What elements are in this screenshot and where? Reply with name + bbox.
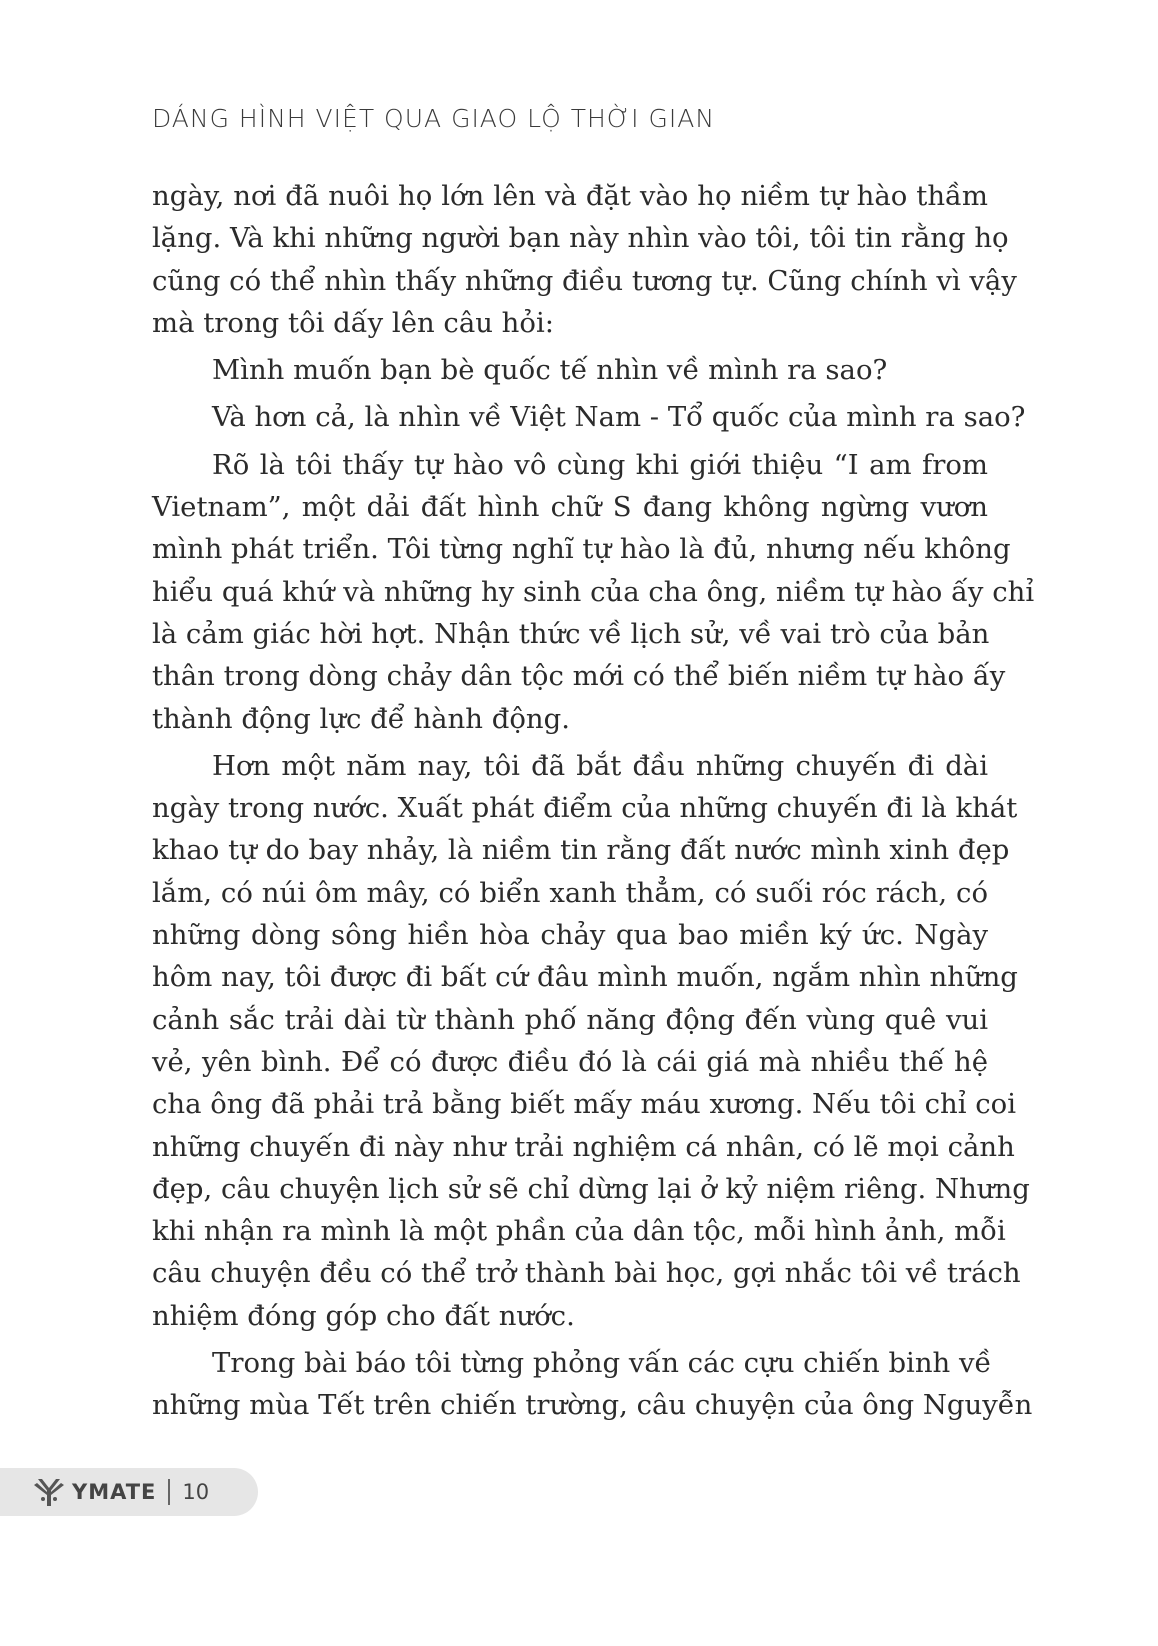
text-line: ngày trong nước. Xuất phát điểm của những chuyến đi là khát	[152, 792, 1018, 825]
body-text	[152, 175, 1035, 1427]
text-line: mình phát triển. Tôi từng nghĩ tự hào là đủ, nhưng nếu không	[152, 533, 1011, 566]
footer-brand: YMATE	[72, 1480, 157, 1504]
paragraph	[152, 349, 988, 391]
text-line: là cảm giác hời hợt. Nhận thức về lịch sử, về vai trò của bản	[152, 617, 990, 650]
text-line: hôm nay, tôi được đi bất cứ đâu mình muốn, ngắm nhìn những	[152, 961, 1018, 994]
text-line: Trong bài báo tôi từng phỏng vấn các cựu chiến binh về	[212, 1347, 992, 1380]
text-line: những mùa Tết trên chiến trường, câu chuyện của ông Nguyễn	[152, 1389, 1033, 1422]
text-line: ngày, nơi đã nuôi họ lớn lên và đặt vào họ niềm tự hào thầm	[152, 180, 988, 212]
page-footer	[0, 1468, 258, 1516]
text-line: khao tự do bay nhảy, là niềm tin rằng đất nước mình xinh đẹp	[152, 834, 1010, 867]
page-number: 10	[182, 1480, 210, 1504]
text-line: thân trong dòng chảy dân tộc mới có thể biến niềm tự hào ấy	[152, 660, 1006, 693]
paragraph	[152, 444, 1035, 740]
paragraph	[152, 745, 1030, 1337]
text-line: những chuyến đi này như trải nghiệm cá nhân, có lẽ mọi cảnh	[152, 1130, 1015, 1163]
text-line: lắm, có núi ôm mây, có biển xanh thẳm, có suối róc rách, có	[152, 876, 988, 909]
text-line: Hơn một năm nay, tôi đã bắt đầu những chuyến đi dài	[212, 749, 988, 782]
ymate-logo-icon	[32, 1475, 66, 1509]
running-header: DÁNG HÌNH VIỆT QUA GIAO LỘ THỜI GIAN	[152, 104, 716, 133]
text-line: những dòng sông hiền hòa chảy qua bao miền ký ức. Ngày	[152, 919, 988, 952]
text-line: cha ông đã phải trả bằng biết mấy máu xương. Nếu tôi chỉ coi	[152, 1088, 1017, 1121]
text-line: thành động lực để hành động.	[152, 702, 570, 735]
paragraph	[152, 396, 1026, 438]
text-line: cảnh sắc trải dài từ thành phố năng động đến vùng quê vui	[152, 1003, 988, 1036]
text-line: Và hơn cả, là nhìn về Việt Nam - Tổ quốc của mình ra sao?	[212, 401, 1026, 434]
footer-divider	[168, 1479, 170, 1505]
text-line: Rõ là tôi thấy tự hào vô cùng khi giới thiệu “I am from	[212, 448, 988, 481]
paragraph	[152, 175, 1017, 344]
text-line: câu chuyện đều có thể trở thành bài học, gợi nhắc tôi về trách	[152, 1257, 1021, 1290]
text-line: nhiệm đóng góp cho đất nước.	[152, 1299, 575, 1332]
text-line: hiểu quá khứ và những hy sinh của cha ông, niềm tự hào ấy chỉ	[152, 575, 1035, 608]
text-line: mà trong tôi dấy lên câu hỏi:	[152, 306, 554, 339]
text-line: đẹp, câu chuyện lịch sử sẽ chỉ dừng lại ở kỷ niệm riêng. Nhưng	[152, 1172, 1030, 1205]
paragraph	[152, 1342, 1033, 1427]
text-line: lặng. Và khi những người bạn này nhìn vào tôi, tôi tin rằng họ	[152, 222, 1009, 255]
text-line: khi nhận ra mình là một phần của dân tộc, mỗi hình ảnh, mỗi	[152, 1215, 1006, 1248]
text-line: Mình muốn bạn bè quốc tế nhìn về mình ra sao?	[212, 354, 888, 387]
text-line: Vietnam”, một dải đất hình chữ S đang không ngừng vươn	[152, 491, 988, 524]
text-line: cũng có thể nhìn thấy những điều tương tự. Cũng chính vì vậy	[152, 264, 1017, 297]
text-line: vẻ, yên bình. Để có được điều đó là cái giá mà nhiều thế hệ	[152, 1045, 988, 1078]
